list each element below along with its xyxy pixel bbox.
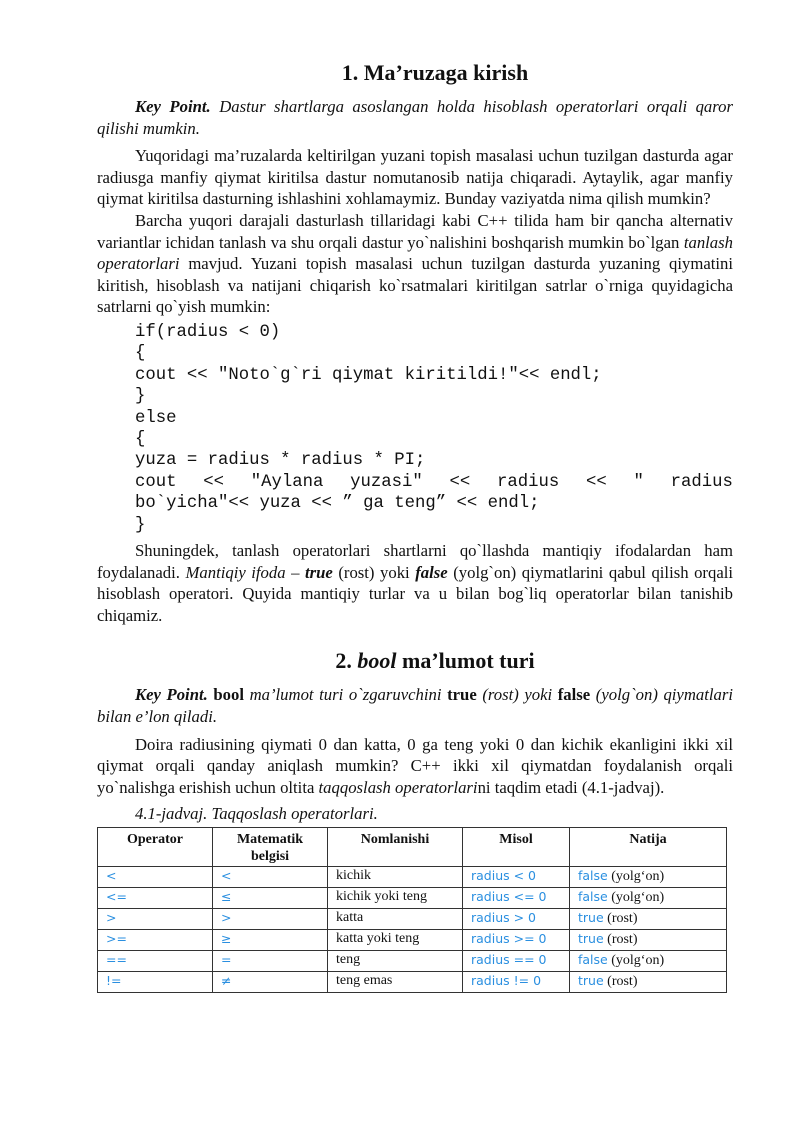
- table-header: Matematik belgisi: [213, 828, 328, 867]
- code-token: <<: [586, 472, 607, 492]
- kp-text-a: ma’lumot turi o`zgaruvchini: [244, 685, 448, 705]
- section2-keypoint: [97, 684, 733, 727]
- math-symbol-cell: ≤: [213, 888, 328, 909]
- operator-cell: <=: [98, 888, 213, 909]
- math-symbol-cell: ≥: [213, 930, 328, 951]
- code-token: cout: [135, 472, 177, 492]
- operator-cell: >=: [98, 930, 213, 951]
- section2-title: [97, 648, 733, 674]
- kp-bool: bool: [213, 685, 244, 705]
- result-note: (yolg‘on): [607, 953, 665, 969]
- result-note: (yolg‘on): [607, 890, 665, 906]
- math-symbol-cell: =: [213, 951, 328, 972]
- keyword-false: false: [415, 562, 448, 582]
- math-symbol-cell: <: [213, 867, 328, 888]
- code-line: }: [135, 515, 146, 535]
- table-header: Nomlanishi: [328, 828, 463, 867]
- para2-emphasis: tanlash operatorlari: [97, 232, 733, 274]
- name-cell: katta yoki teng: [328, 930, 463, 951]
- table-row: [98, 888, 727, 909]
- table-row: [98, 930, 727, 951]
- code-token: yuzasi": [350, 472, 423, 492]
- code-line: else: [135, 408, 177, 428]
- result-cell: [570, 909, 727, 930]
- code-token: radius: [497, 472, 560, 492]
- result-note: (rost): [603, 974, 638, 990]
- code-line: if(radius < 0): [135, 322, 281, 342]
- code-line: {: [135, 344, 146, 364]
- para3-text-d: (yolg`on) qiymatlarini qabul qilish orqali hisoblash operatori. Quyida mantiqiy turlar va u bilan bog`liq operatorlar bilan tanishib chiqamiz.: [97, 562, 733, 625]
- code-token: ": [633, 472, 644, 492]
- section2-title-keyword: bool: [357, 648, 397, 674]
- code-line: {: [135, 429, 146, 449]
- code-line: }: [135, 387, 146, 407]
- code-block: [135, 322, 733, 536]
- result-cell: [570, 867, 727, 888]
- code-token: radius: [670, 472, 733, 492]
- section1-paragraph-3: [97, 540, 733, 626]
- section1-paragraph-2: [97, 210, 733, 318]
- name-cell: kichik yoki teng: [328, 888, 463, 909]
- example-cell: radius > 0: [463, 909, 570, 930]
- result-value: true: [578, 931, 604, 947]
- table-row: [98, 951, 727, 972]
- code-token: <<: [449, 472, 471, 492]
- math-symbol-cell: ≠: [213, 972, 328, 993]
- para2-text-a: Barcha yuqori darajali dasturlash tillaridagi kabi C++ tilida ham bir qancha alternativ variantlar ichidan tanlash va shu orqali dastur yo`nalishini boshqarish mumkin bo`lgan: [97, 210, 733, 252]
- name-cell: kichik: [328, 867, 463, 888]
- section2-paragraph-1: [97, 734, 733, 799]
- document-page: [97, 60, 733, 993]
- kp-text-c: (yolg`on) qiymatlari bilan e’lon qiladi.: [97, 685, 733, 726]
- kp-text-b: (rost) yoki: [476, 685, 558, 705]
- name-cell: teng emas: [328, 972, 463, 993]
- code-token: <<: [203, 472, 224, 492]
- operator-cell: <: [98, 867, 213, 888]
- code-line: yuza = radius * radius * PI;: [135, 451, 426, 471]
- section1-title: 1. Ma’ruzaga kirish: [341, 60, 529, 85]
- kp-true: true: [447, 685, 477, 705]
- table-row: [98, 867, 727, 888]
- table-row: [98, 909, 727, 930]
- para3-text-c: (rost) yoki: [332, 562, 416, 582]
- code-line: cout << "Noto`g`ri qiymat kiritildi!"<< endl;: [135, 365, 602, 385]
- s2-para-text-a: Doira radiusining qiymati 0 dan katta, 0 ga teng yoki 0 dan kichik ekanligini ikki xil qiymat orqali qanday aniqlash mumkin? C++ ikki xil qiymatdan foydalanish orqali yo`nalishga erishish uchun oltita: [97, 734, 733, 797]
- code-token: "Aylana: [250, 472, 324, 492]
- result-note: (yolg‘on): [607, 869, 665, 885]
- name-cell: teng: [328, 951, 463, 972]
- para3-text-a: Shuningdek, tanlash operatorlari shartlarni qo`llashda mantiqiy ifodalardan ham foydalanadi.: [97, 541, 733, 582]
- code-line: bo`yicha"<< yuza << ” ga teng” << endl;: [135, 494, 540, 514]
- result-note: (rost): [603, 932, 638, 948]
- result-note: (rost): [603, 911, 638, 927]
- s2-para-text-b: ni taqdim etadi (4.1-jadvaj).: [477, 777, 665, 797]
- example-cell: radius != 0: [463, 972, 570, 993]
- code-line-justified: [135, 472, 733, 493]
- kp-false: false: [557, 685, 591, 705]
- keypoint-text: Dastur shartlarga asoslangan holda hisoblash operatorlari orqali qaror qilishi mumkin.: [97, 97, 733, 138]
- table-header: Natija: [570, 828, 727, 867]
- section2-title-number: 2.: [335, 648, 358, 674]
- table-header-row: [98, 828, 727, 867]
- math-symbol-cell: >: [213, 909, 328, 930]
- section1-keypoint: [97, 96, 733, 139]
- result-cell: [570, 951, 727, 972]
- result-value: false: [578, 889, 608, 905]
- para3-text-b: –: [285, 562, 305, 582]
- example-cell: radius == 0: [463, 951, 570, 972]
- example-cell: radius >= 0: [463, 930, 570, 951]
- result-value: false: [578, 868, 608, 884]
- table-header: Misol: [463, 828, 570, 867]
- example-cell: radius < 0: [463, 867, 570, 888]
- result-value: false: [578, 952, 608, 968]
- para2-text-b: mavjud. Yuzani topish masalasi uchun tuzilgan dasturda yuzaning qiymatini kiritish, hisoblash va natijani chiqarish ko`rsatmalari kiritilgan satrlar o`rniga quyidagicha satrlarni qo`yish mumkin:: [97, 254, 733, 317]
- table-caption: 4.1-jadvaj. Taqqoslash operatorlari.: [135, 804, 378, 824]
- result-value: true: [578, 910, 604, 926]
- operator-cell: ==: [98, 951, 213, 972]
- operator-cell: >: [98, 909, 213, 930]
- example-cell: radius <= 0: [463, 888, 570, 909]
- keypoint-label: Key Point.: [135, 97, 211, 116]
- result-cell: [570, 888, 727, 909]
- section2-title-rest: ma’lumot turi: [396, 648, 535, 674]
- result-cell: [570, 930, 727, 951]
- table-header: Operator: [98, 828, 213, 867]
- operator-cell: !=: [98, 972, 213, 993]
- keypoint-label: Key Point.: [135, 685, 208, 705]
- name-cell: katta: [328, 909, 463, 930]
- comparison-operators-table: [97, 827, 727, 993]
- keyword-true: true: [304, 562, 333, 582]
- result-value: true: [578, 973, 604, 989]
- result-cell: [570, 972, 727, 993]
- para3-emphasis: Mantiqiy ifoda: [185, 562, 286, 582]
- section1-paragraph-1: Yuqoridagi ma’ruzalarda keltirilgan yuzani topish masalasi uchun tuzilgan dasturda agar radiusga manfiy qiymat kiritilsa dastur nomutanosib natija chiqaradi. Aytaylik, agar manfiy qiymat kiritilsa dasturning ishlashini xohlamaymiz. Bunday vaziyatda nima qilish mumkin?: [97, 146, 733, 209]
- s2-para-emphasis: taqqoslash operatorlari: [318, 777, 478, 797]
- table-row: [98, 972, 727, 993]
